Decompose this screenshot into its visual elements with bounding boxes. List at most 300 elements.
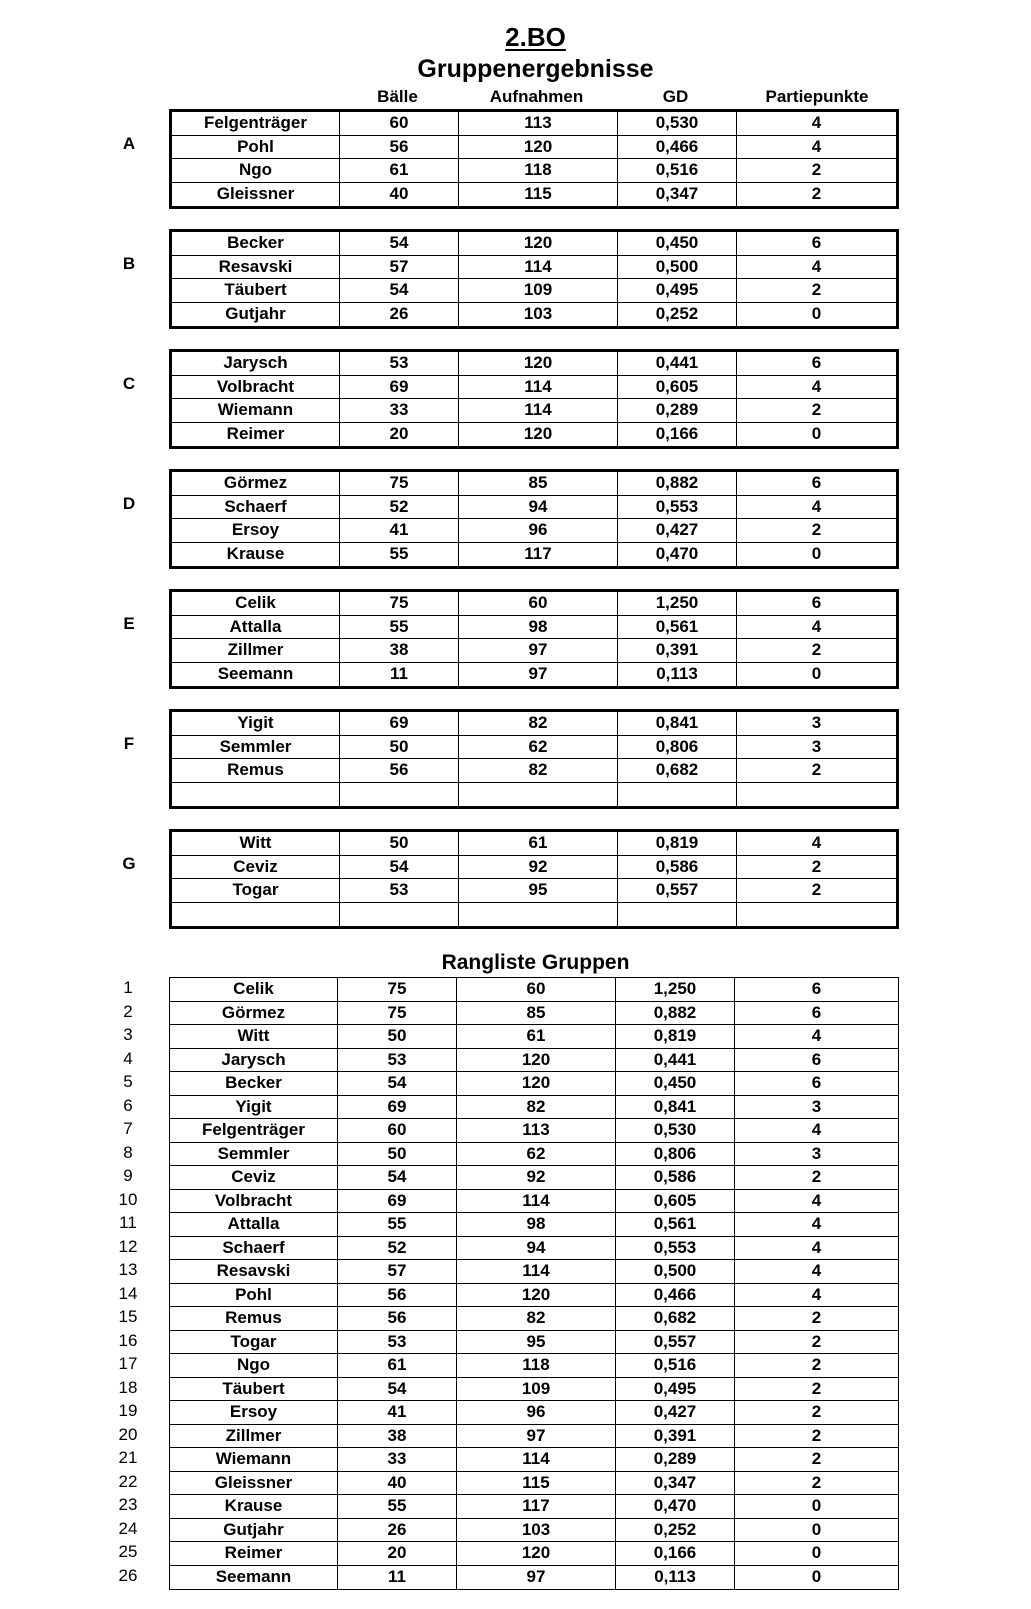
balls-value: 54 [338,1072,457,1095]
innings-value: 113 [457,1119,616,1142]
innings-value: 82 [459,759,618,782]
balls-value: 61 [338,1354,457,1377]
points-value: 2 [811,400,822,419]
innings-value: 98 [457,1213,616,1236]
balls-value: 55 [338,1213,457,1236]
balls-value: 75 [338,978,457,1001]
player-name: Görmez [170,1002,338,1025]
player-name: Becker [170,1072,338,1095]
table-row [170,1307,898,1331]
innings-value: 61 [457,1025,616,1048]
table-row [170,1519,898,1543]
gd-value: 0,841 [618,712,737,735]
points-value: 2 [811,1355,822,1374]
points-value: 4 [811,1237,822,1257]
player-name: Gutjahr [170,1519,338,1542]
table-row [172,832,896,856]
balls-value: 56 [340,136,459,159]
innings-value: 97 [457,1425,616,1448]
gd-value: 0,605 [618,376,737,399]
player-name: Witt [170,1025,338,1048]
player-name: Gleissner [170,1472,338,1495]
player-name: Schaerf [170,1237,338,1260]
player-name: Felgenträger [170,1119,338,1142]
balls-value: 50 [340,736,459,759]
player-name: Zillmer [172,639,340,662]
table-row [172,639,896,663]
rank-number: 9 [123,1166,133,1185]
innings-value: 120 [457,1072,616,1095]
table-row [170,1542,898,1566]
rank-number: 13 [118,1260,138,1279]
rank-number: 8 [123,1142,133,1162]
gd-value: 0,441 [616,1049,735,1072]
group-table [169,469,899,569]
innings-value: 62 [457,1143,616,1166]
rank-number: 2 [123,1001,133,1021]
points-value: 4 [811,833,822,852]
innings-value: 62 [459,736,618,759]
points-value: 2 [811,1472,822,1492]
rank-number: 4 [123,1048,133,1068]
player-name: Schaerf [172,496,340,519]
points-value: 2 [811,1378,822,1398]
balls-value: 57 [340,256,459,279]
gd-value: 0,441 [618,352,737,375]
group-letter: E [123,614,135,633]
player-name: Ceviz [172,856,340,879]
player-name: Resavski [170,1260,338,1283]
balls-value: 40 [340,183,459,207]
table-row [172,183,896,207]
points-value: 4 [811,616,822,636]
innings-value: 118 [457,1354,616,1377]
innings-value: 114 [457,1260,616,1283]
points-value: 0 [811,1543,822,1562]
table-row [172,496,896,520]
table-row [172,279,896,303]
rank-number: 17 [118,1354,138,1373]
table-row [170,1190,898,1214]
table-row [170,1049,898,1073]
table-row [170,1025,898,1049]
balls-value: 11 [338,1566,457,1590]
table-row [170,1331,898,1355]
table-row [172,136,896,160]
innings-value: 103 [459,303,618,327]
gd-value: 0,557 [616,1331,735,1354]
group-table [169,589,899,689]
gd-value: 0,391 [616,1425,735,1448]
player-name: Yigit [172,712,340,735]
balls-value: 33 [338,1448,457,1471]
player-name: Ngo [170,1354,338,1377]
group-letter: D [122,494,136,513]
points-value: 4 [811,1190,822,1210]
balls-value: 60 [340,112,459,135]
balls-value: 54 [340,279,459,302]
innings-value: 97 [459,639,618,662]
points-value: 2 [811,1308,822,1327]
balls-value: 11 [340,663,459,687]
table-row [172,543,896,567]
gd-value: 0,882 [618,472,737,495]
points-value: 6 [811,473,822,492]
gd-value: 0,391 [618,639,737,662]
player-name: Ceviz [170,1166,338,1189]
table-row [170,1072,898,1096]
points-value: 0 [811,543,822,563]
gd-value: 0,166 [618,423,737,447]
rank-number: 23 [118,1495,138,1514]
innings-value: 120 [459,423,618,447]
balls-value: 54 [340,856,459,879]
player-name: Togar [170,1331,338,1354]
player-name: Remus [170,1307,338,1330]
player-name: Zillmer [170,1425,338,1448]
player-name: Yigit [170,1096,338,1119]
balls-value: 55 [338,1495,457,1518]
player-name: Semmler [172,736,340,759]
table-row [172,736,896,760]
player-name: Becker [172,232,340,255]
rank-number: 1 [123,978,133,997]
gd-value: 0,495 [618,279,737,302]
points-value: 4 [811,136,822,156]
balls-value: 41 [338,1401,457,1424]
balls-value: 56 [338,1307,457,1330]
balls-value: 75 [340,472,459,495]
points-value: 4 [811,1214,822,1233]
balls-value: 55 [340,616,459,639]
ranking-table [169,977,899,1590]
table-row [172,759,896,783]
rank-number: 15 [118,1307,138,1326]
points-value: 0 [811,1519,822,1539]
balls-value: 57 [338,1260,457,1283]
rank-number: 11 [119,1213,137,1232]
table-row [170,1260,898,1284]
innings-value: 82 [457,1307,616,1330]
points-value: 2 [811,856,822,876]
gd-value: 1,250 [616,978,735,1001]
points-value: 4 [811,256,822,276]
points-value: 4 [811,1261,822,1280]
player-name: Jarysch [170,1049,338,1072]
balls-value: 56 [340,759,459,782]
player-name: Pohl [170,1284,338,1307]
gd-value: 0,882 [616,1002,735,1025]
points-value: 6 [811,233,822,252]
innings-value: 120 [459,352,618,375]
balls-value: 54 [338,1378,457,1401]
innings-value: 97 [459,663,618,687]
balls-value: 20 [338,1542,457,1565]
document-title: 2.BO [505,22,566,52]
balls-value: 50 [338,1143,457,1166]
column-header-balls: Bälle [377,87,418,106]
table-row [172,423,896,447]
innings-value: 60 [457,978,616,1001]
innings-value: 96 [457,1401,616,1424]
player-name: Felgenträger [172,112,340,135]
innings-value: 114 [457,1448,616,1471]
points-value [737,783,896,807]
innings-value: 94 [457,1237,616,1260]
table-row [170,1096,898,1120]
balls-value: 41 [340,519,459,542]
table-row [172,399,896,423]
table-row [170,1354,898,1378]
points-value: 6 [811,1002,822,1022]
innings-value: 115 [457,1472,616,1495]
rank-number: 26 [118,1565,138,1585]
innings-value: 97 [457,1566,616,1590]
table-row [172,519,896,543]
table-row [170,1472,898,1496]
gd-value: 0,289 [616,1448,735,1471]
points-value: 4 [811,1284,822,1304]
player-name: Wiemann [170,1448,338,1471]
balls-value [340,783,459,807]
player-name: Täubert [170,1378,338,1401]
player-name: Ersoy [172,519,340,542]
innings-value: 118 [459,159,618,182]
innings-value: 60 [459,592,618,615]
player-name: Togar [172,879,340,902]
innings-value: 94 [459,496,618,519]
balls-value: 61 [340,159,459,182]
points-value: 2 [811,1425,822,1445]
balls-value: 26 [340,303,459,327]
innings-value: 117 [459,543,618,567]
balls-value: 53 [340,352,459,375]
gd-value [618,783,737,807]
innings-value: 114 [459,376,618,399]
points-value: 2 [811,1449,822,1468]
balls-value: 40 [338,1472,457,1495]
player-name: Reimer [172,423,340,447]
points-value: 6 [811,593,822,612]
table-row [172,112,896,136]
gd-value: 0,530 [616,1119,735,1142]
player-name: Jarysch [172,352,340,375]
balls-value: 50 [338,1025,457,1048]
player-name: Seemann [172,663,340,687]
innings-value: 96 [459,519,618,542]
innings-value: 98 [459,616,618,639]
gd-value: 0,586 [618,856,737,879]
balls-value: 53 [338,1331,457,1354]
player-name [172,783,340,807]
innings-value: 120 [457,1284,616,1307]
table-row [170,1448,898,1472]
player-name: Volbracht [172,376,340,399]
points-value: 2 [811,280,822,299]
balls-value: 33 [340,399,459,422]
innings-value: 114 [459,256,618,279]
balls-value: 60 [338,1119,457,1142]
gd-value: 0,806 [618,736,737,759]
points-value: 3 [811,1143,822,1163]
innings-value: 113 [459,112,618,135]
table-row [172,856,896,880]
balls-value: 69 [340,376,459,399]
column-header-innings: Aufnahmen [489,87,584,106]
rank-number: 14 [118,1283,138,1303]
points-value: 4 [811,113,822,132]
table-row [172,616,896,640]
player-name: Attalla [170,1213,338,1236]
group-letter: A [122,134,136,153]
points-value: 0 [811,663,822,683]
player-name: Reimer [170,1542,338,1565]
balls-value: 52 [340,496,459,519]
gd-value: 0,561 [618,616,737,639]
balls-value: 54 [340,232,459,255]
innings-value: 120 [459,232,618,255]
innings-value: 82 [457,1096,616,1119]
rank-number: 16 [118,1330,138,1350]
document-subtitle: Gruppenergebnisse [417,55,654,83]
balls-value: 53 [338,1049,457,1072]
innings-value: 109 [457,1378,616,1401]
table-row [172,232,896,256]
gd-value: 0,466 [616,1284,735,1307]
group-letter: G [122,854,136,873]
player-name: Resavski [172,256,340,279]
gd-value: 0,450 [618,232,737,255]
table-row [172,663,896,687]
gd-value: 0,495 [616,1378,735,1401]
balls-value: 55 [340,543,459,567]
innings-value: 61 [459,832,618,855]
balls-value: 75 [338,1002,457,1025]
innings-value: 82 [459,712,618,735]
table-row [170,1495,898,1519]
table-row [172,159,896,183]
points-value: 2 [811,640,822,659]
points-value: 2 [811,760,822,779]
rank-number: 3 [123,1025,133,1044]
innings-value: 95 [457,1331,616,1354]
points-value: 3 [811,713,822,732]
player-name: Görmez [172,472,340,495]
gd-value: 0,113 [618,663,737,687]
gd-value: 0,466 [618,136,737,159]
player-name: Krause [172,543,340,567]
points-value: 6 [811,979,822,998]
player-name: Krause [170,1495,338,1518]
gd-value: 0,500 [616,1260,735,1283]
gd-value: 0,561 [616,1213,735,1236]
table-row [172,592,896,616]
table-row [170,1378,898,1402]
gd-value: 0,516 [618,159,737,182]
points-value: 6 [811,353,822,372]
table-row [170,1143,898,1167]
player-name: Ersoy [170,1401,338,1424]
table-row [172,303,896,327]
balls-value: 38 [338,1425,457,1448]
group-letter: F [123,734,135,753]
player-name: Celik [170,978,338,1001]
player-name: Ngo [172,159,340,182]
gd-value: 0,819 [618,832,737,855]
gd-value: 0,252 [618,303,737,327]
balls-value: 38 [340,639,459,662]
gd-value: 0,605 [616,1190,735,1213]
table-row [170,1566,898,1590]
rank-number: 19 [118,1401,138,1420]
table-row [170,1166,898,1190]
innings-value: 92 [457,1166,616,1189]
gd-value: 0,347 [618,183,737,207]
balls-value: 52 [338,1237,457,1260]
rank-number: 6 [123,1095,133,1115]
table-row [172,903,896,927]
points-value: 0 [811,303,822,323]
points-value: 2 [811,1167,822,1186]
player-name: Attalla [172,616,340,639]
table-row [170,1425,898,1449]
gd-value: 0,841 [616,1096,735,1119]
points-value: 0 [811,423,822,443]
points-value: 4 [811,496,822,516]
points-value: 4 [811,1120,822,1139]
table-row [170,1119,898,1143]
points-value: 6 [811,1049,822,1069]
innings-value: 120 [457,1049,616,1072]
points-value: 4 [811,1026,822,1045]
points-value: 2 [811,880,822,899]
column-header-points: Partiepunkte [765,87,869,106]
innings-value: 95 [459,879,618,902]
gd-value [618,903,737,927]
innings-value: 114 [457,1190,616,1213]
balls-value: 69 [340,712,459,735]
group-letter: B [122,254,136,273]
table-row [170,1237,898,1261]
innings-value: 117 [457,1495,616,1518]
gd-value: 0,819 [616,1025,735,1048]
player-name: Täubert [172,279,340,302]
balls-value [340,903,459,927]
balls-value: 53 [340,879,459,902]
gd-value: 0,806 [616,1143,735,1166]
innings-value: 120 [457,1542,616,1565]
innings-value: 103 [457,1519,616,1542]
balls-value: 26 [338,1519,457,1542]
gd-value: 0,500 [618,256,737,279]
table-row [172,352,896,376]
gd-value: 0,682 [616,1307,735,1330]
player-name: Remus [172,759,340,782]
table-row [172,472,896,496]
table-row [170,1002,898,1026]
player-name: Pohl [172,136,340,159]
balls-value: 50 [340,832,459,855]
innings-value: 115 [459,183,618,207]
table-row [170,1401,898,1425]
gd-value: 0,427 [618,519,737,542]
gd-value: 0,289 [618,399,737,422]
player-name: Celik [172,592,340,615]
table-row [172,712,896,736]
group-letter: C [122,374,136,393]
innings-value: 85 [459,472,618,495]
gd-value: 0,347 [616,1472,735,1495]
